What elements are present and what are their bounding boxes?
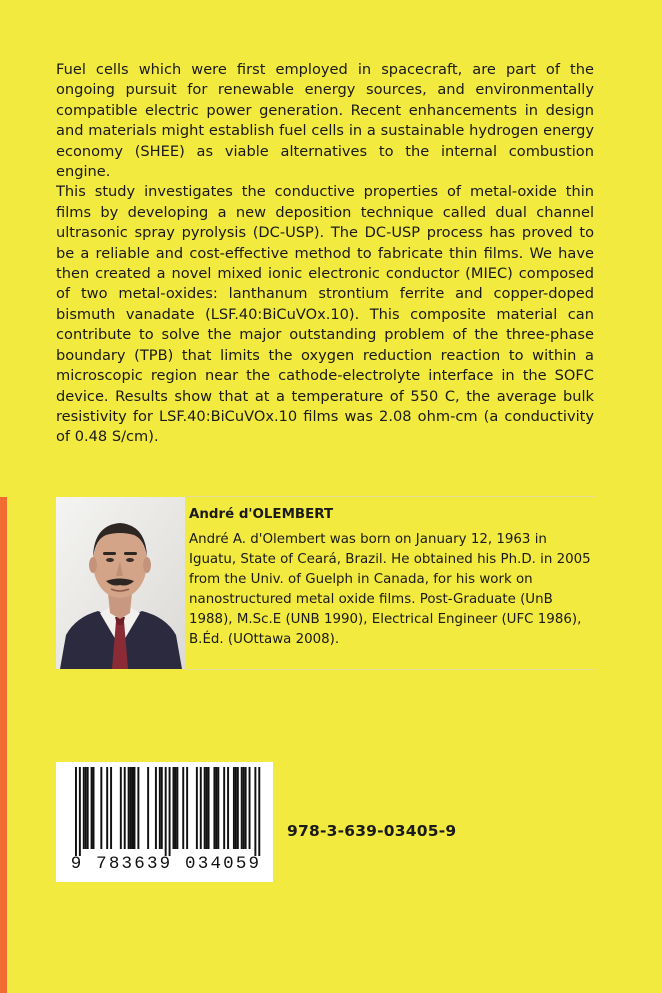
barcode-bar: [258, 767, 260, 856]
barcode-bar: [137, 767, 139, 849]
barcode-bar: [213, 767, 215, 849]
barcode-bar: [245, 767, 247, 849]
barcode-bar: [85, 767, 87, 849]
barcode-bars: [75, 767, 260, 856]
barcode-digits: 9 783639 034059: [70, 854, 262, 874]
barcode-bar: [241, 767, 243, 849]
barcode-bar: [237, 767, 239, 849]
barcode-bar: [128, 767, 130, 849]
barcode-bar: [147, 767, 149, 849]
barcode-bar: [243, 767, 245, 849]
barcode-bar: [169, 767, 171, 856]
barcode-bar: [249, 767, 251, 849]
barcode-bar: [174, 767, 176, 849]
back-cover-abstract: [56, 60, 594, 448]
barcode-bar: [217, 767, 219, 849]
isbn-barcode: [56, 762, 273, 882]
abstract-paragraph-2: This study investigates the conductive properties of metal-oxide thin films by developing a new deposition technique called dual channel ultrasonic spray pyrolysis (DC-USP). The DC-USP process has proved to be a reliable and cost-effective method to fabricate thin films. We have then created a novel mixed ionic electronic conductor (MIEC) composed of two metal-oxides: lanthanum strontium ferrite and copper-doped bismuth vanadate (LSF.40:BiCuVOx.10). This composite material can contribute to solve the major outstanding problem of the three-phase boundary (TPB) that limits the oxygen reduction reaction to within a microscopic region near the cathode-electrolyte interface in the SOFC device. Results show that at a temperature of 550 C, the average bulk resistivity for LSF.40:BiCuVOx.10 films was 2.08 ohm-cm (a conductivity of 0.48 S/cm).: [56, 183, 594, 446]
barcode-bar: [196, 767, 198, 849]
barcode-bar: [233, 767, 235, 849]
barcode-bar: [235, 767, 237, 849]
barcode-bar: [87, 767, 89, 849]
barcode-bar: [173, 767, 175, 849]
barcode-bar: [206, 767, 208, 849]
author-section-top-rule: [186, 496, 595, 497]
author-bio: André A. d'Olembert was born on January 12, 1963 in Iguatu, State of Ceará, Brazil. He obtained his Ph.D. in 2005 from the Univ. of Guelph in Canada, for his work on nanostructured metal oxide films. Post-Graduate (UnB 1988), M.Sc.E (UNB 1990), Electrical Engineer (UFC 1986), B.Éd. (UOttawa 2008).: [189, 532, 591, 647]
barcode-bar: [254, 767, 256, 856]
barcode-bar: [106, 767, 108, 849]
barcode-bar: [134, 767, 136, 849]
barcode-bar: [124, 767, 126, 849]
barcode-bar: [91, 767, 93, 849]
barcode-bar: [182, 767, 184, 849]
barcode-bar: [83, 767, 85, 849]
isbn-number: 978-3-639-03405-9: [287, 822, 457, 840]
barcode-bar: [93, 767, 95, 849]
barcode-bar: [215, 767, 217, 849]
barcode-bar: [75, 767, 77, 856]
barcode-bar: [132, 767, 134, 849]
author-section-bottom-rule: [186, 669, 595, 670]
barcode-bar: [79, 767, 81, 856]
barcode-bar: [223, 767, 225, 849]
barcode-bar: [120, 767, 122, 849]
barcode-bar: [200, 767, 202, 849]
orange-accent-bar: [0, 497, 7, 993]
abstract-paragraph-1: Fuel cells which were first employed in spacecraft, are part of the ongoing pursuit for renewable energy sources, and environmentally compatible electric power generation. Recent enhancements in design and materials might establish fuel cells in a sustainable hydrogen energy economy (SHEE) as viable alternatives to the internal combustion engine.: [56, 61, 594, 181]
barcode-bar: [227, 767, 229, 849]
barcode-bar: [161, 767, 163, 849]
barcode-bar: [204, 767, 206, 849]
author-photo: [56, 497, 185, 669]
barcode-bar: [100, 767, 102, 849]
barcode-bar: [159, 767, 161, 849]
author-name: André d'OLEMBERT: [189, 507, 334, 522]
barcode-bar: [208, 767, 210, 849]
barcode-bar: [186, 767, 188, 849]
barcode-bar: [165, 767, 167, 856]
barcode-bar: [176, 767, 178, 849]
barcode-bar: [130, 767, 132, 849]
barcode-bar: [110, 767, 112, 849]
barcode-bar: [155, 767, 157, 849]
